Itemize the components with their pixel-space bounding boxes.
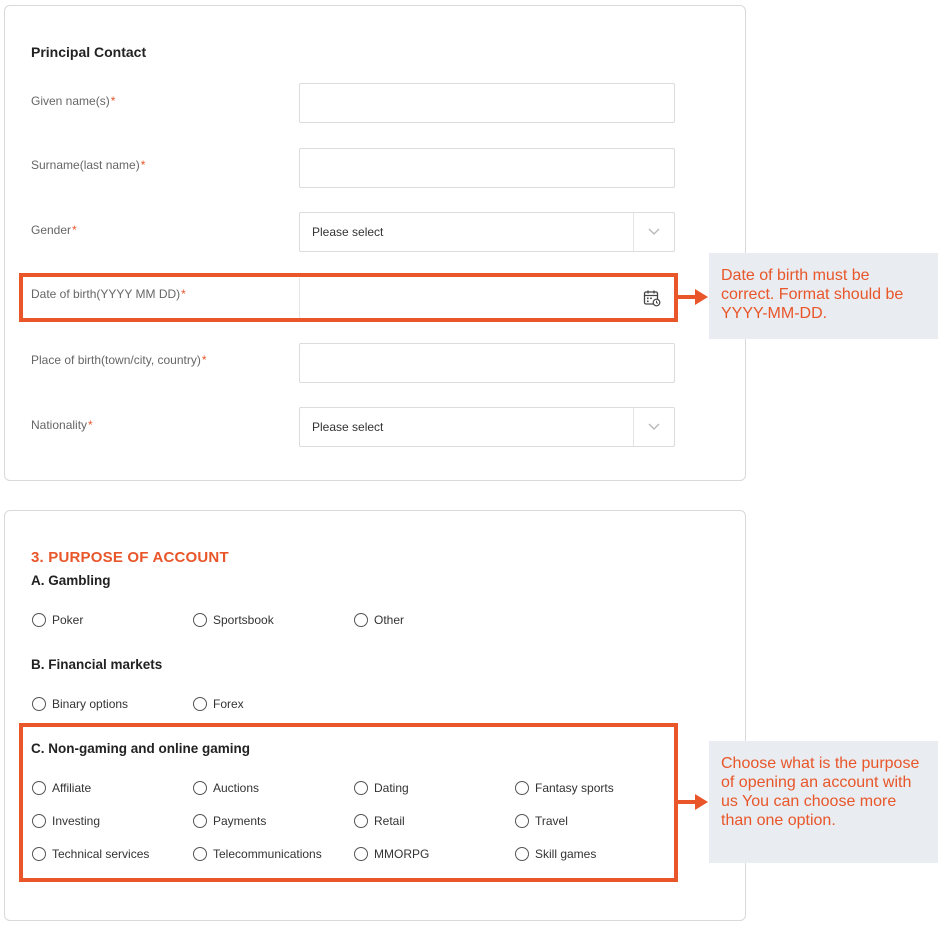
gender-select[interactable] xyxy=(299,212,675,252)
gender-select-value: Please select xyxy=(312,225,384,239)
radio-auctions[interactable]: Auctions xyxy=(193,781,259,795)
surname-label: Surname(last name)* xyxy=(31,158,146,172)
radio-dating[interactable]: Dating xyxy=(354,781,409,795)
radio-sportsbook[interactable]: Sportsbook xyxy=(193,613,274,627)
nationality-select-value: Please select xyxy=(312,420,384,434)
dob-callout: Date of birth must be correct. Format should be YYYY-MM-DD. xyxy=(709,253,938,339)
place-of-birth-label: Place of birth(town/city, country)* xyxy=(31,353,207,367)
radio-mmorpg[interactable]: MMORPG xyxy=(354,847,429,861)
radio-binary-options[interactable]: Binary options xyxy=(32,697,128,711)
arrow-right-icon xyxy=(677,793,709,811)
radio-other[interactable]: Other xyxy=(354,613,404,627)
nationality-label: Nationality* xyxy=(31,418,93,432)
group-title-financial-markets: B. Financial markets xyxy=(31,657,163,672)
principal-contact-title: Principal Contact xyxy=(31,44,147,60)
radio-circle[interactable] xyxy=(193,613,207,627)
radio-forex[interactable]: Forex xyxy=(193,697,244,711)
purpose-heading: 3. PURPOSE OF ACCOUNT xyxy=(31,549,229,566)
group-title-gambling: A. Gambling xyxy=(31,573,111,588)
chevron-down-icon[interactable] xyxy=(633,213,674,251)
place-of-birth-input[interactable] xyxy=(299,343,675,383)
radio-poker[interactable]: Poker xyxy=(32,613,83,627)
radio-affiliate[interactable]: Affiliate xyxy=(32,781,91,795)
radio-circle[interactable] xyxy=(193,697,207,711)
purpose-callout: Choose what is the purpose of opening an account with us You can choose more than one option. xyxy=(709,741,938,863)
dob-highlight-box xyxy=(19,273,678,322)
dob-label: Date of birth(YYYY MM DD)* xyxy=(31,287,186,301)
radio-circle[interactable] xyxy=(32,697,46,711)
radio-circle[interactable] xyxy=(32,613,46,627)
surname-input[interactable] xyxy=(299,148,675,188)
radio-payments[interactable]: Payments xyxy=(193,814,266,828)
nationality-select[interactable] xyxy=(299,407,675,447)
radio-technical-services[interactable]: Technical services xyxy=(32,847,149,861)
given-name-label: Given name(s)* xyxy=(31,94,116,108)
principal-contact-card xyxy=(4,5,746,481)
arrow-right-icon xyxy=(677,288,709,306)
radio-investing[interactable]: Investing xyxy=(32,814,100,828)
radio-telecommunications[interactable]: Telecommunications xyxy=(193,847,322,861)
radio-circle[interactable] xyxy=(354,613,368,627)
radio-fantasy-sports[interactable]: Fantasy sports xyxy=(515,781,614,795)
chevron-down-icon[interactable] xyxy=(633,408,674,446)
given-name-input[interactable] xyxy=(299,83,675,123)
radio-skill-games[interactable]: Skill games xyxy=(515,847,596,861)
gender-label: Gender* xyxy=(31,223,77,237)
radio-retail[interactable]: Retail xyxy=(354,814,405,828)
radio-travel[interactable]: Travel xyxy=(515,814,568,828)
group-title-non-gaming: C. Non-gaming and online gaming xyxy=(31,741,250,756)
purpose-highlight-box xyxy=(19,723,678,882)
